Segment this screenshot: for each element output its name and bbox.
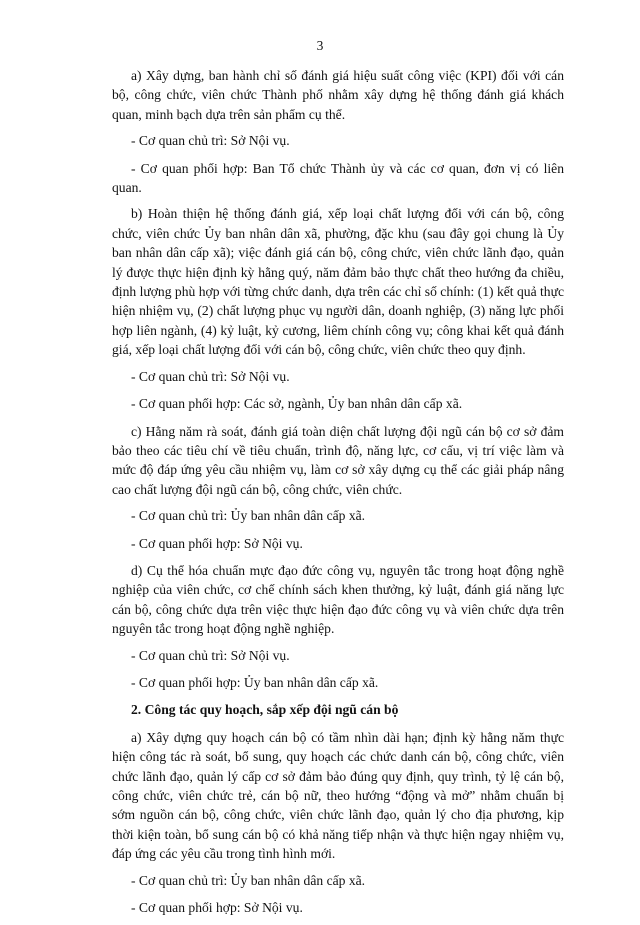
paragraph-coordinating-agency: - Cơ quan phối hợp: Ban Tổ chức Thành ủy và các cơ quan, đơn vị có liên quan. (112, 160, 564, 196)
paragraph-lead-agency: - Cơ quan chủ trì: Sở Nội vụ. (131, 647, 290, 663)
paragraph-coordinating-agency: - Cơ quan phối hợp: Các sở, ngành, Ủy ban nhân dân cấp xã. (131, 396, 463, 412)
paragraph-lead-agency: - Cơ quan chủ trì: Ủy ban nhân dân cấp xã. (131, 508, 366, 524)
paragraph-lead-agency: - Cơ quan chủ trì: Ủy ban nhân dân cấp xã. (131, 872, 366, 888)
document-body (112, 66, 564, 925)
paragraph-kpi: a) Xây dựng, ban hành chỉ số đánh giá hiệu suất công việc (KPI) đối với cán bộ, công chức, viên chức Thành phố nhằm xây dựng hệ thống đánh giá khách quan, minh bạch dựa trên sản phẩm cụ thể. (112, 68, 564, 122)
paragraph-ethics-standards: d) Cụ thể hóa chuẩn mực đạo đức công vụ, nguyên tắc trong hoạt động nghề nghiệp của viên chức, cơ chế chính sách khen thưởng, kỷ luật, đánh giá năng lực cán bộ, công chức dựa trên việc thực hiện đạo đức công vụ và viên chức dựa trên nguyên tắc trong hoạt động nghề nghiệp. (112, 562, 564, 637)
paragraph-lead-agency: - Cơ quan chủ trì: Sở Nội vụ. (131, 133, 290, 149)
page-number: 3 (316, 38, 324, 53)
paragraph-lead-agency: - Cơ quan chủ trì: Sở Nội vụ. (131, 368, 290, 384)
paragraph-annual-review: c) Hằng năm rà soát, đánh giá toàn diện chất lượng đội ngũ cán bộ cơ sở đảm bảo theo các tiêu chí về tiêu chuẩn, trình độ, năng lực, cơ cấu, vị trí việc làm và mức độ đáp ứng yêu cầu nhiệm vụ, làm cơ sở xây dựng cụ thể các giải pháp nâng cao chất lượng đội ngũ cán bộ, công chức, viên chức. (112, 423, 564, 497)
paragraph-coordinating-agency: - Cơ quan phối hợp: Sở Nội vụ. (131, 900, 303, 916)
paragraph-evaluation-system: b) Hoàn thiện hệ thống đánh giá, xếp loại chất lượng đối với cán bộ, công chức, viên chức Ủy ban nhân dân xã, phường, đặc khu (sau đây gọi chung là Ủy ban nhân dân cấp xã); việc đánh giá cán bộ, công chức, viên chức lãnh đạo, quản lý được thực hiện định kỳ hằng quý, năm đảm bảo thực chất theo hướng đa chiều, định lượng phù hợp với từng chức danh, dựa trên các chỉ số chính: (1) kết quả thực hiện nhiệm vụ, (2) chất lượng phục vụ người dân, doanh nghiệp, (3) năng lực phối hợp liên ngành, (4) kỷ luật, kỷ cương, liêm chính công vụ; công khai kết quả đánh giá, xếp loại chất lượng đối với cán bộ, công chức, viên chức theo quy định. (112, 206, 564, 358)
paragraph-coordinating-agency: - Cơ quan phối hợp: Sở Nội vụ. (131, 535, 303, 551)
paragraph-coordinating-agency: - Cơ quan phối hợp: Ủy ban nhân dân cấp xã. (131, 674, 379, 690)
paragraph-planning: a) Xây dựng quy hoạch cán bộ có tầm nhìn dài hạn; định kỳ hằng năm thực hiện công tác rà soát, bổ sung, quy hoạch các chức danh cán bộ, công chức, viên chức lãnh đạo, quản lý cấp cơ sở đảm bảo đúng quy định, quy trình, tỷ lệ cán bộ, công chức, viên chức trẻ, cán bộ nữ, theo hướng “động và mở” nhằm chuẩn bị sớm nguồn cán bộ, công chức, viên chức lãnh đạo, quản lý cho địa phương, kịp thời kiện toàn, bổ sung cán bộ có khả năng tiếp nhận và thực hiện ngay nhiệm vụ, đáp ứng các yêu cầu trong tình hình mới. (112, 729, 564, 862)
section-heading: 2. Công tác quy hoạch, sắp xếp đội ngũ cán bộ (131, 702, 399, 718)
